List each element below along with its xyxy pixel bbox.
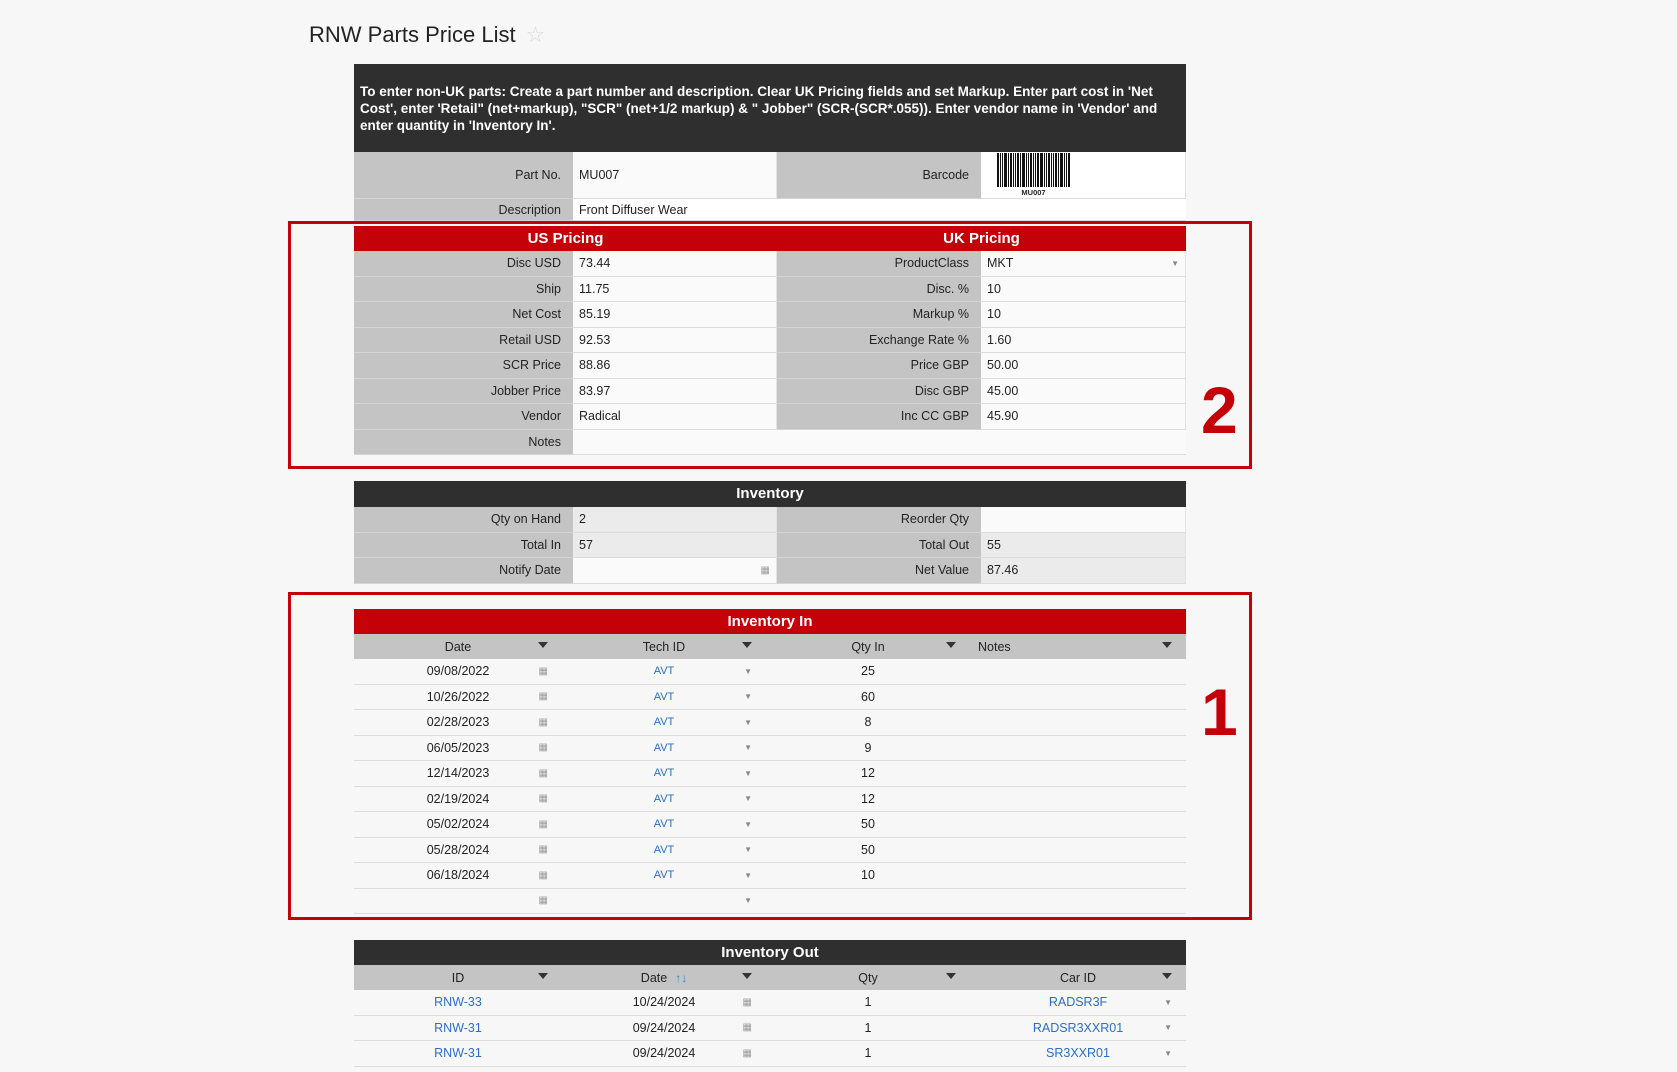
date-value: 12/14/2023	[426, 766, 490, 781]
calendar-icon[interactable]: ▦	[538, 895, 548, 907]
us-field-label: Vendor	[354, 404, 573, 430]
calendar-icon[interactable]: ▦	[538, 818, 548, 830]
out-id-link[interactable]: RNW-31	[434, 1020, 482, 1035]
chevron-down-icon[interactable]	[1162, 973, 1172, 979]
total-in-value: 57	[573, 533, 777, 559]
barcode-field	[981, 152, 1186, 199]
reorder-qty-field[interactable]	[981, 507, 1186, 533]
us-field-input[interactable]: 85.19	[573, 302, 777, 328]
us-field-input[interactable]: Radical	[573, 404, 777, 430]
out-date-cell[interactable]	[562, 990, 766, 1015]
barcode-bar	[1008, 153, 1009, 187]
part-no-label: Part No.	[354, 152, 573, 199]
out-qty-cell[interactable]	[766, 1041, 970, 1066]
highlight-label-1: 1	[1201, 675, 1238, 749]
chevron-down-icon[interactable]: ▼	[744, 870, 752, 880]
barcode-bar	[1055, 153, 1057, 187]
out-date-cell[interactable]	[562, 1016, 766, 1041]
uk-field-input[interactable]: 45.00	[981, 379, 1186, 405]
out-id-link[interactable]: RNW-31	[434, 1046, 482, 1061]
barcode-bar	[1035, 153, 1036, 187]
barcode-bar	[1044, 153, 1045, 187]
inventory-out-section	[354, 940, 1186, 1067]
calendar-icon[interactable]: ▦	[538, 691, 548, 703]
col-id[interactable]	[354, 965, 562, 990]
notify-date-field[interactable]	[573, 558, 777, 584]
qty-in-value: 10	[861, 868, 875, 883]
date-value: 02/28/2023	[426, 715, 490, 730]
inventory-in-header: Inventory In	[354, 609, 1186, 634]
barcode-bar	[1013, 153, 1014, 187]
barcode-bar	[1000, 153, 1001, 187]
uk-field-label: Inc CC GBP	[777, 404, 981, 430]
col-out-date[interactable]	[562, 965, 766, 990]
tech-id-link[interactable]: AVT	[653, 869, 675, 882]
uk-field-input[interactable]: 45.90	[981, 404, 1186, 430]
us-field-input[interactable]: 92.53	[573, 328, 777, 354]
uk-field-label: Disc. %	[777, 277, 981, 303]
qty-in-value: 25	[861, 664, 875, 679]
table-row[interactable]	[354, 1041, 1186, 1067]
part-form	[354, 64, 1186, 221]
date-value: 06/05/2023	[426, 740, 490, 755]
col-notes-label: Notes	[978, 639, 1011, 654]
us-field-input[interactable]: 73.44	[573, 251, 777, 277]
us-field-label: Disc USD	[354, 251, 573, 277]
id-cell[interactable]	[354, 1016, 562, 1041]
date-value: 02/19/2024	[426, 791, 490, 806]
barcode-bar	[1068, 153, 1070, 187]
car-id-link[interactable]: RADSR3F	[1048, 995, 1108, 1010]
barcode-bar	[1040, 153, 1043, 187]
part-no-field[interactable]: MU007	[573, 152, 777, 199]
uk-field-label: Price GBP	[777, 353, 981, 379]
barcode-bar	[1004, 153, 1007, 187]
qty-on-hand-label: Qty on Hand	[354, 507, 573, 533]
date-value: 09/08/2022	[426, 664, 490, 679]
date-value: 05/02/2024	[426, 817, 490, 832]
col-id-label: ID	[451, 970, 465, 985]
out-id-link[interactable]: RNW-33	[434, 995, 482, 1010]
out-qty-value: 1	[864, 1020, 872, 1035]
calendar-icon[interactable]: ▦	[760, 564, 770, 576]
barcode-bar	[1051, 153, 1052, 187]
inventory-out-rows	[354, 990, 1186, 1067]
calendar-icon[interactable]: ▦	[538, 716, 548, 728]
highlight-box-1	[288, 592, 1252, 920]
col-car-id[interactable]	[970, 965, 1186, 990]
chevron-down-icon[interactable]	[742, 973, 752, 979]
barcode-bar	[1022, 153, 1025, 187]
car-id-link[interactable]: RADSR3XXR01	[1032, 1020, 1124, 1035]
us-field-input[interactable]: 88.86	[573, 353, 777, 379]
qty-in-value: 60	[861, 689, 875, 704]
barcode-bar	[997, 153, 999, 187]
highlight-box-2	[288, 221, 1252, 469]
us-field-label: Net Cost	[354, 302, 573, 328]
table-row[interactable]	[354, 1016, 1186, 1042]
chevron-down-icon[interactable]: ▼	[744, 768, 752, 778]
highlight-label-2: 2	[1201, 373, 1238, 447]
inventory-out-header: Inventory Out	[354, 940, 1186, 965]
product-class-value: MKT	[987, 256, 1014, 271]
chevron-down-icon[interactable]: ▼	[1171, 258, 1179, 268]
description-label: Description	[354, 199, 573, 221]
col-qty-label: Qty	[858, 970, 878, 985]
qty-in-value: 50	[861, 842, 875, 857]
col-qty[interactable]	[766, 965, 970, 990]
barcode-bar	[1046, 153, 1047, 187]
chevron-down-icon[interactable]	[946, 973, 956, 979]
id-cell[interactable]	[354, 1041, 562, 1066]
out-date-cell[interactable]	[562, 1041, 766, 1066]
tech-id-link[interactable]: AVT	[653, 690, 675, 703]
reorder-qty-label: Reorder Qty	[777, 507, 981, 533]
uk-pricing-header: UK Pricing	[777, 226, 1186, 251]
out-qty-cell[interactable]	[766, 990, 970, 1015]
barcode-bar	[1053, 153, 1054, 187]
out-date-value: 09/24/2024	[632, 1020, 696, 1035]
barcode-bar	[1033, 153, 1034, 187]
barcode-bar	[1066, 153, 1067, 187]
chevron-down-icon[interactable]	[538, 973, 548, 979]
calendar-icon[interactable]: ▦	[742, 1022, 752, 1034]
total-in-label: Total In	[354, 533, 573, 559]
chevron-down-icon[interactable]: ▼	[744, 692, 752, 702]
us-field-input[interactable]: 83.97	[573, 379, 777, 405]
date-value: 06/18/2024	[426, 868, 490, 883]
chevron-down-icon[interactable]: ▼	[1164, 997, 1172, 1007]
car-id-cell[interactable]	[970, 1041, 1186, 1066]
calendar-icon[interactable]: ▦	[742, 1047, 752, 1059]
chevron-down-icon[interactable]: ▼	[1164, 1023, 1172, 1033]
tech-id-link[interactable]: AVT	[653, 843, 675, 856]
us-pricing-header: US Pricing	[354, 226, 777, 251]
qty-in-value: 12	[861, 766, 875, 781]
tech-id-link[interactable]: AVT	[653, 767, 675, 780]
chevron-down-icon[interactable]: ▼	[1164, 1048, 1172, 1058]
chevron-down-icon[interactable]: ▼	[744, 743, 752, 753]
page-title-text: RNW Parts Price List	[309, 22, 516, 47]
barcode-bar	[1028, 153, 1029, 187]
col-qty-in-label: Qty In	[851, 639, 885, 654]
inventory-section	[354, 481, 1186, 584]
barcode-text: MU007	[1021, 188, 1046, 197]
total-out-value: 55	[981, 533, 1186, 559]
calendar-icon[interactable]: ▦	[538, 869, 548, 881]
chevron-down-icon[interactable]: ▼	[744, 717, 752, 727]
out-date-value: 09/24/2024	[632, 1046, 696, 1061]
inventory-out-column-headers	[354, 965, 1186, 990]
qty-in-value: 9	[864, 740, 872, 755]
out-qty-value: 1	[864, 995, 872, 1010]
table-row[interactable]	[354, 990, 1186, 1016]
chevron-down-icon[interactable]: ▼	[744, 819, 752, 829]
tech-id-link[interactable]: AVT	[653, 792, 675, 805]
qty-in-value: 50	[861, 817, 875, 832]
out-qty-cell[interactable]	[766, 1016, 970, 1041]
qty-in-value: 12	[861, 791, 875, 806]
notify-date-label: Notify Date	[354, 558, 573, 584]
instructions-banner: To enter non-UK parts: Create a part number and description. Clear UK Pricing fields and set Markup. Enter part cost in 'Net Cost', enter 'Retail" (net+markup), "SCR" (net+1/2 markup) & " Jobber" (SCR-(SCR*.055)). Enter vendor name in 'Vendor' and enter quantity in 'Inventory In'.	[354, 64, 1186, 152]
us-field-input[interactable]: 11.75	[573, 277, 777, 303]
tech-id-link[interactable]: AVT	[653, 818, 675, 831]
uk-field-input[interactable]: 10	[981, 302, 1186, 328]
us-field-label: Jobber Price	[354, 379, 573, 405]
tech-id-link[interactable]: AVT	[653, 716, 675, 729]
barcode-bar	[1058, 153, 1059, 187]
uk-field-label: Disc GBP	[777, 379, 981, 405]
star-icon[interactable]: ☆	[525, 22, 546, 47]
out-date-value: 10/24/2024	[632, 995, 696, 1010]
barcode-image	[997, 153, 1070, 197]
date-value: 10/26/2022	[426, 689, 490, 704]
qty-on-hand-value: 2	[573, 507, 777, 533]
us-field-label: Retail USD	[354, 328, 573, 354]
us-field-label: SCR Price	[354, 353, 573, 379]
description-field[interactable]: Front Diffuser Wear	[573, 199, 1186, 221]
calendar-icon[interactable]: ▦	[538, 665, 548, 677]
barcode-bar	[1015, 153, 1016, 187]
calendar-icon[interactable]: ▦	[538, 767, 548, 779]
uk-field-input[interactable]: 10	[981, 277, 1186, 303]
barcode-bar	[1037, 153, 1039, 187]
uk-field-label: Markup %	[777, 302, 981, 328]
barcode-bar	[1026, 153, 1027, 187]
out-qty-value: 1	[864, 1046, 872, 1061]
barcode-bars	[997, 153, 1070, 187]
net-value-label: Net Value	[777, 558, 981, 584]
barcode-bar	[1030, 153, 1032, 187]
tech-id-link[interactable]: AVT	[653, 741, 675, 754]
uk-field-label: Exchange Rate %	[777, 328, 981, 354]
total-out-label: Total Out	[777, 533, 981, 559]
chevron-down-icon[interactable]: ▼	[744, 666, 752, 676]
col-tech-id-label: Tech ID	[642, 639, 686, 654]
calendar-icon[interactable]: ▦	[742, 996, 752, 1008]
uk-field-label: ProductClass	[777, 251, 981, 277]
barcode-bar	[1020, 153, 1021, 187]
us-field-label: Ship	[354, 277, 573, 303]
chevron-down-icon[interactable]: ▼	[744, 896, 752, 906]
barcode-bar	[1010, 153, 1012, 187]
barcode-label: Barcode	[777, 152, 981, 199]
chevron-down-icon[interactable]: ▼	[744, 794, 752, 804]
col-date-label: Date	[444, 639, 472, 654]
notes-label: Notes	[354, 430, 573, 456]
uk-field-input[interactable]: 1.60	[981, 328, 1186, 354]
barcode-bar	[1060, 153, 1063, 187]
date-value: 05/28/2024	[426, 842, 490, 857]
calendar-icon[interactable]: ▦	[538, 844, 548, 856]
inventory-header: Inventory	[354, 481, 1186, 507]
qty-in-value: 8	[864, 715, 872, 730]
chevron-down-icon[interactable]: ▼	[744, 845, 752, 855]
sort-icon[interactable]: ↑↓	[675, 970, 688, 985]
col-car-id-label: Car ID	[1059, 970, 1097, 985]
car-id-link[interactable]: SR3XXR01	[1046, 1046, 1110, 1061]
col-out-date-label: Date	[640, 970, 668, 985]
car-id-cell[interactable]	[970, 990, 1186, 1015]
car-id-cell[interactable]	[970, 1016, 1186, 1041]
net-value-value: 87.46	[981, 558, 1186, 584]
uk-field-input[interactable]: 50.00	[981, 353, 1186, 379]
calendar-icon[interactable]: ▦	[538, 793, 548, 805]
barcode-bar	[1002, 153, 1003, 187]
tech-id-link[interactable]: AVT	[653, 665, 675, 678]
calendar-icon[interactable]: ▦	[538, 742, 548, 754]
barcode-bar	[1064, 153, 1065, 187]
id-cell[interactable]	[354, 990, 562, 1015]
barcode-bar	[1017, 153, 1019, 187]
barcode-bar	[1048, 153, 1050, 187]
page-title	[309, 22, 545, 48]
